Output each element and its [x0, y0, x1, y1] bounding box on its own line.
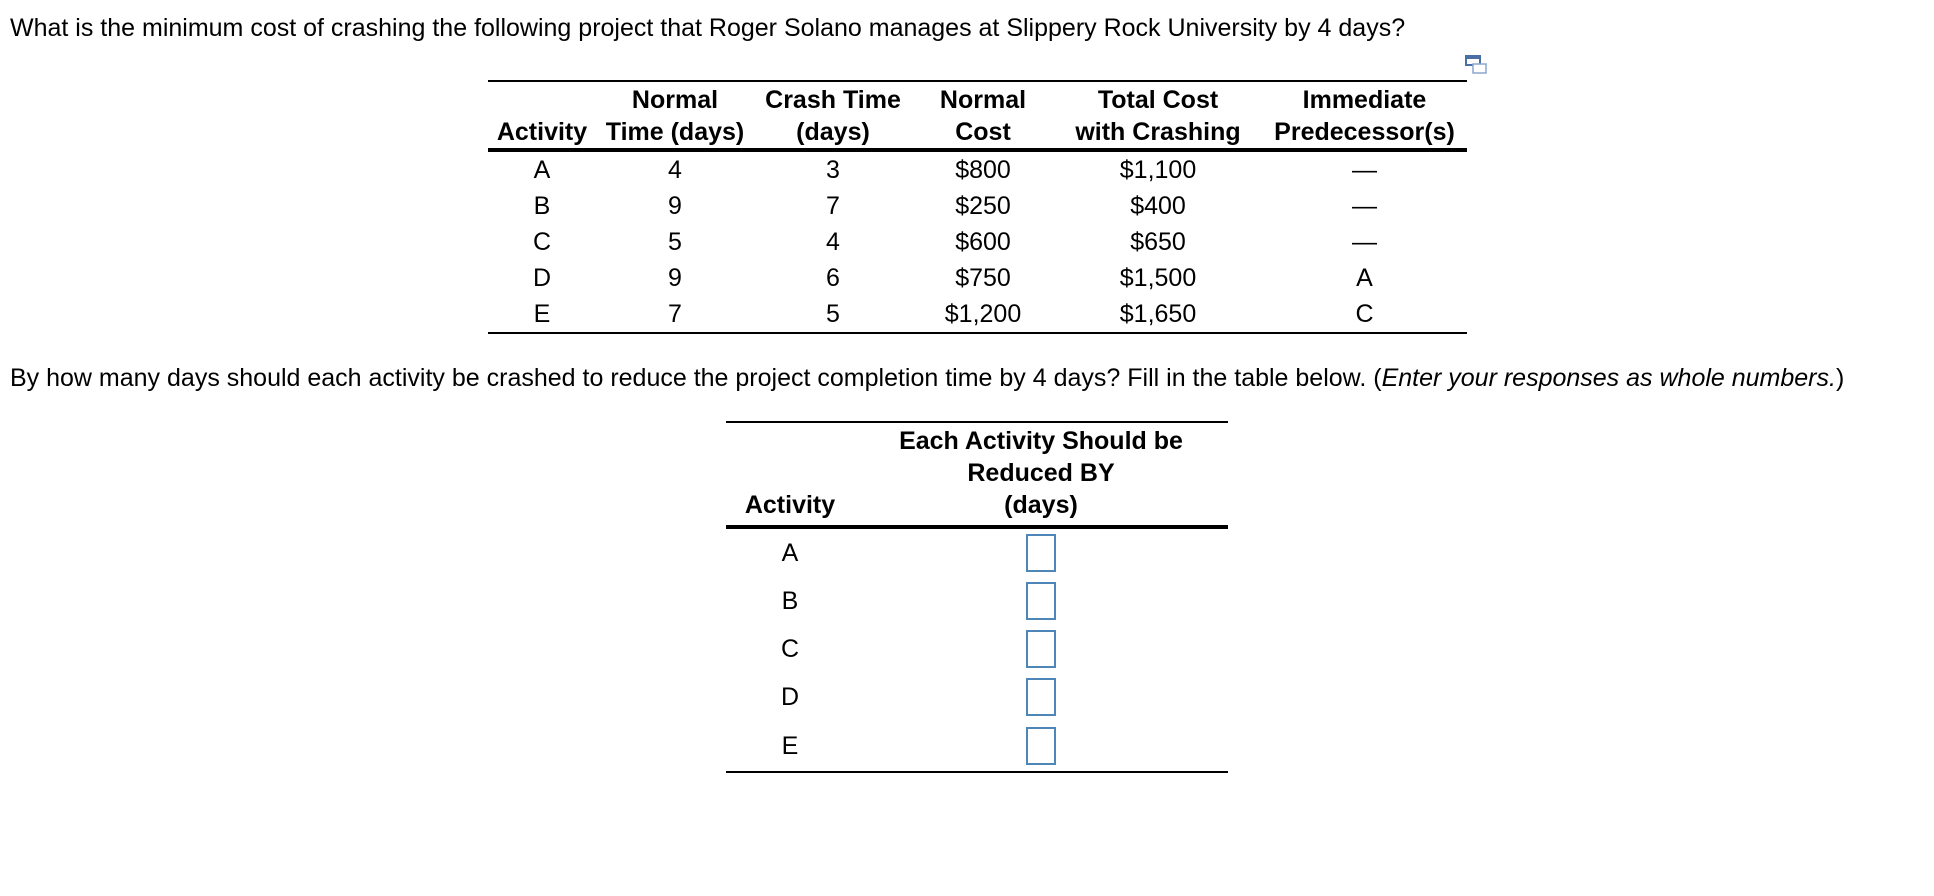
- header-crash-time-line1: Crash Time: [765, 86, 901, 114]
- cell-normal-time: 4: [668, 155, 682, 184]
- header-normal-cost: [912, 81, 1054, 150]
- answer-cell: [854, 721, 1228, 772]
- table-row: [488, 224, 1467, 260]
- header-total-cost: [1054, 81, 1262, 150]
- header-normal-cost-line2: Cost: [955, 118, 1011, 146]
- header-normal-cost-line1: Normal: [939, 86, 1027, 114]
- table-row: [488, 260, 1467, 296]
- cell-activity: E: [488, 296, 596, 333]
- answer-cell: [854, 673, 1228, 721]
- cell-crash-time: 6: [826, 263, 840, 292]
- cell-total-cost: $1,500: [1119, 263, 1197, 292]
- header-activity: [488, 81, 596, 150]
- answer-input-e[interactable]: [1026, 727, 1056, 765]
- table-row: [488, 150, 1467, 188]
- answer-table: [726, 421, 1228, 773]
- cell-normal-cost: $250: [955, 191, 1011, 220]
- answer-cell: [854, 527, 1228, 577]
- cell-normal-cost: $1,200: [912, 296, 1054, 333]
- instruction-italic: Enter your responses as whole numbers.: [1381, 364, 1836, 392]
- answer-header-reduce-line3: (days): [1004, 491, 1078, 519]
- cell-total-cost: $1,650: [1054, 296, 1262, 333]
- header-total-cost-line2: with Crashing: [1075, 118, 1241, 146]
- header-activity-label: Activity: [496, 118, 588, 146]
- cell-activity: C: [532, 227, 552, 256]
- cell-predecessors: C: [1262, 296, 1467, 333]
- table-row: [488, 188, 1467, 224]
- cell-activity: D: [532, 263, 552, 292]
- answer-activity: C: [780, 634, 800, 663]
- header-normal-time-line1: Normal: [631, 86, 719, 114]
- cell-crash-time: 5: [754, 296, 912, 333]
- answer-row: [726, 673, 1228, 721]
- answer-header-reduce: [854, 422, 1228, 527]
- answer-activity: A: [781, 538, 799, 567]
- answer-row: [726, 721, 1228, 772]
- cell-normal-time: 9: [668, 263, 682, 292]
- cell-activity: A: [533, 155, 551, 184]
- cell-normal-cost: $750: [955, 263, 1011, 292]
- answer-row: [726, 625, 1228, 673]
- answer-input-b[interactable]: [1026, 582, 1056, 620]
- cell-crash-time: 4: [826, 227, 840, 256]
- instruction-prefix: By how many days should each activity be crashed to reduce the project completion time by 4 days? Fill in the table below. (: [10, 364, 1382, 392]
- answer-cell: [854, 625, 1228, 673]
- header-total-cost-line1: Total Cost: [1097, 86, 1219, 114]
- header-normal-time-line2: Time (days): [605, 118, 745, 146]
- answer-input-d[interactable]: [1026, 678, 1056, 716]
- answer-header-reduce-line2: Reduced BY: [967, 459, 1115, 487]
- answer-header-activity: Activity: [744, 491, 836, 519]
- cell-total-cost: $1,100: [1119, 155, 1197, 184]
- copy-table-icon[interactable]: [1464, 55, 1488, 75]
- cell-predecessors: —: [1352, 227, 1377, 256]
- cell-total-cost: $400: [1130, 191, 1186, 220]
- header-predecessors-line2: Predecessor(s): [1274, 118, 1455, 146]
- cell-predecessors: —: [1352, 191, 1377, 220]
- cell-normal-cost: $800: [955, 155, 1011, 184]
- cell-normal-time: 5: [668, 227, 682, 256]
- header-normal-time: [596, 81, 754, 150]
- question-text: What is the minimum cost of crashing the following project that Roger Solano manages at Slippery Rock University by 4 days?: [10, 14, 1406, 42]
- project-table-header: [488, 81, 1467, 150]
- answer-activity: E: [726, 721, 854, 772]
- cell-predecessors: —: [1352, 155, 1377, 184]
- answer-header-reduce-line1: Each Activity Should be: [899, 427, 1183, 455]
- cell-total-cost: $650: [1130, 227, 1186, 256]
- cell-predecessors: A: [1356, 263, 1373, 292]
- cell-normal-cost: $600: [955, 227, 1011, 256]
- table-row: [488, 296, 1467, 333]
- answer-row: [726, 577, 1228, 625]
- project-data-table: [488, 80, 1467, 334]
- header-crash-time: [754, 81, 912, 150]
- cell-crash-time: 3: [826, 155, 840, 184]
- header-crash-time-line2: (days): [796, 118, 870, 146]
- header-predecessors-line1: Immediate: [1302, 86, 1427, 114]
- cell-crash-time: 7: [826, 191, 840, 220]
- answer-cell: [854, 577, 1228, 625]
- answer-row: [726, 527, 1228, 577]
- cell-normal-time: 9: [668, 191, 682, 220]
- answer-input-a[interactable]: [1026, 534, 1056, 572]
- header-predecessors: [1262, 81, 1467, 150]
- cell-normal-time: 7: [596, 296, 754, 333]
- answer-activity: D: [780, 682, 800, 711]
- answer-activity: B: [781, 586, 799, 615]
- cell-activity: B: [533, 191, 551, 220]
- answer-input-c[interactable]: [1026, 630, 1056, 668]
- instruction-suffix: ): [1835, 364, 1845, 392]
- instruction-text: [10, 364, 1844, 393]
